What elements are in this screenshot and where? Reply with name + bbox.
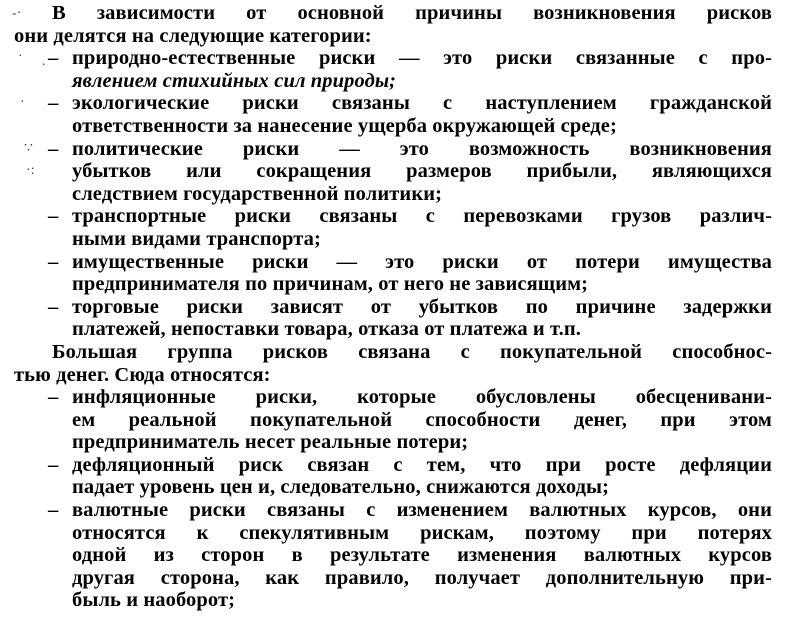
paragraph-2-line-2 [14, 364, 784, 387]
list-item-currency-risks-line-1 [14, 499, 784, 522]
list-item-property-risks-line-1 [14, 251, 784, 274]
scan-speck: -· [12, 6, 22, 21]
list-item-text: одной из сторон в результате изменения валютных курсов [72, 544, 772, 567]
list-item-text: явлением стихийных сил природы; [72, 69, 397, 92]
scan-speck: · [20, 95, 25, 111]
list-item-text: политические риски — это возможность возникновения [72, 137, 772, 160]
list-item-deflation-risk-line-1 [14, 454, 784, 477]
list-item-text: предпринимателя по причинам, от него не зависящим; [72, 273, 589, 296]
list-item-natural-risks-line-1 [14, 47, 784, 70]
list-item-text: транспортные риски связаны с перевозками грузов различ- [72, 205, 772, 228]
list-dash: – [48, 295, 59, 318]
list-item-trade-risks-line-1 [14, 296, 784, 319]
list-item-text: убытков или сокращения размеров прибыли, являющихся [72, 160, 772, 183]
list-item-text: следствием государственной политики; [72, 182, 443, 205]
list-dash: – [48, 250, 59, 273]
list-item-inflation-risks-line-2 [14, 409, 784, 432]
list-item-property-risks-line-2 [14, 273, 784, 296]
list-dash: – [48, 205, 59, 228]
list-dash: – [48, 453, 59, 476]
scan-speck: ·: [26, 163, 35, 179]
list-item-text: быль и наоборот; [72, 589, 236, 612]
scan-speck: · [18, 49, 23, 65]
list-item-trade-risks-line-2 [14, 318, 784, 341]
list-item-inflation-risks-line-3 [14, 431, 784, 454]
list-item-text: ем реальной покупательной способности денег, при этом [72, 408, 772, 431]
list-item-text: предприниматель несет реальные потери; [72, 431, 469, 454]
list-item-text: относятся к спекулятивным рискам, поэтому при потерях [72, 521, 772, 544]
paragraph-1-line-1 [14, 2, 784, 25]
list-item-text: торговые риски зависят от убытков по причине задержки [72, 295, 772, 318]
list-dash: – [48, 386, 59, 409]
list-item-text: ответственности за нанесение ущерба окружающей среде; [72, 114, 617, 137]
list-item-currency-risks-line-5 [14, 589, 784, 612]
list-item-ecological-risks-line-2 [14, 115, 784, 138]
list-dash: – [48, 499, 59, 522]
list-dash: – [48, 47, 59, 70]
scan-speck: . [42, 54, 46, 70]
paragraph-2-line-1 [14, 341, 784, 364]
list-item-currency-risks-line-2 [14, 522, 784, 545]
list-item-ecological-risks-line-1 [14, 92, 784, 115]
list-item-text: падает уровень цен и, следовательно, снижаются доходы; [72, 476, 610, 499]
list-item-political-risks-line-1 [14, 138, 784, 161]
list-item-deflation-risk-line-2 [14, 476, 784, 499]
list-dash: – [48, 137, 59, 160]
list-item-text: другая сторона, как правило, получает дополнительную при- [72, 566, 772, 589]
list-item-text: ными видами транспорта; [72, 227, 321, 250]
paragraph-1-text-1: В зависимости от основной причины возникновения рисков [52, 2, 772, 24]
list-item-text: дефляционный риск связан с тем, что при росте дефляции [72, 453, 772, 476]
list-item-text: природно-естественные риски — это риски связанные с про- [72, 47, 772, 70]
list-item-text: инфляционные риски, которые обусловлены обесценивани- [72, 386, 772, 409]
list-item-text: экологические риски связаны с наступлением гражданской [72, 92, 772, 115]
list-item-currency-risks-line-4 [14, 567, 784, 590]
list-item-text: имущественные риски — это риски от потери имущества [72, 250, 772, 273]
paragraph-2-text-1: Большая группа рисков связана с покупательной способнос- [52, 340, 772, 363]
list-item-transport-risks-line-1 [14, 205, 784, 228]
list-item-text: валютные риски связаны с изменением валютных курсов, они [72, 499, 772, 522]
document-page [14, 2, 784, 612]
list-item-natural-risks-line-2 [14, 70, 784, 93]
list-item-political-risks-line-2 [14, 160, 784, 183]
list-item-transport-risks-line-2 [14, 228, 784, 251]
paragraph-2-text-2: тью денег. Сюда относятся: [14, 363, 271, 386]
list-item-currency-risks-line-3 [14, 544, 784, 567]
list-item-inflation-risks-line-1 [14, 386, 784, 409]
scan-speck: ∵ [24, 140, 34, 156]
list-dash: – [48, 92, 59, 115]
paragraph-1-line-2 [14, 25, 784, 48]
paragraph-1-text-2: они делятся на следующие категории: [14, 24, 372, 47]
list-item-political-risks-line-3 [14, 183, 784, 206]
list-item-text: платежей, непоставки товара, отказа от платежа и т.п. [72, 318, 582, 341]
